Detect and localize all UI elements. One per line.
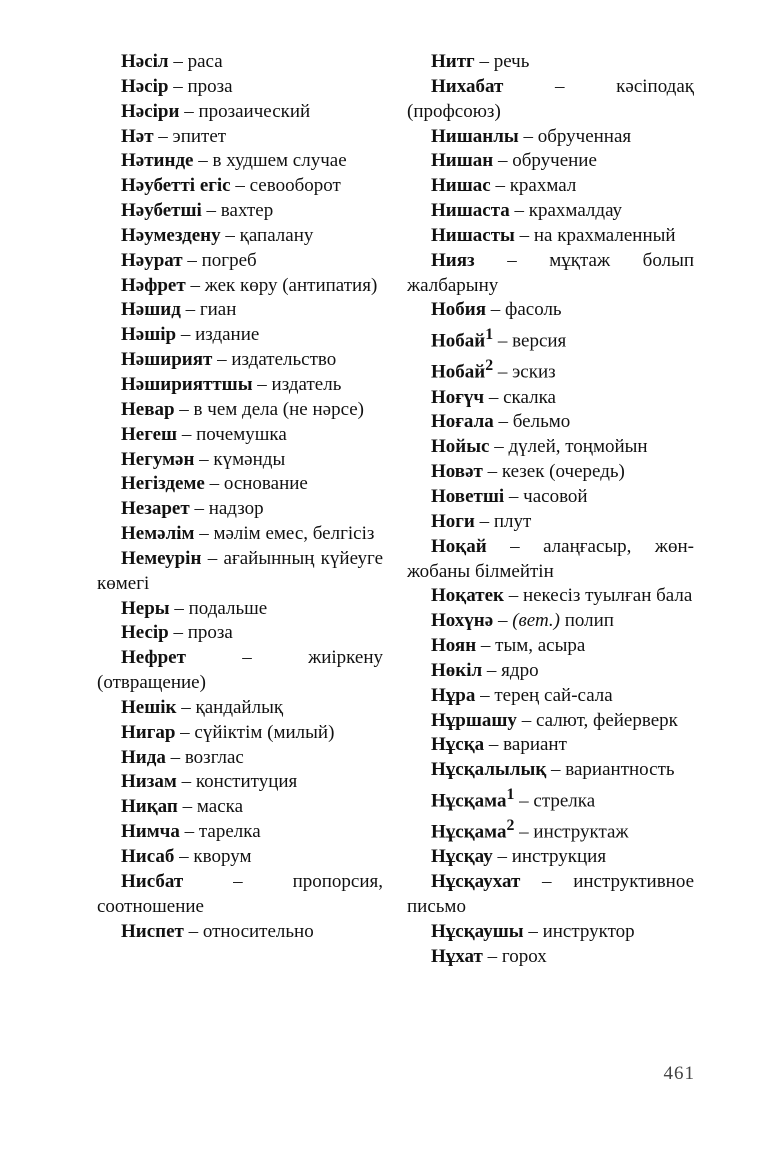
separator-dash: –: [474, 510, 494, 532]
homonym-index: 2: [485, 357, 494, 375]
headword: Нұршашу: [431, 709, 517, 731]
headword: Ноги: [431, 510, 475, 532]
dictionary-entry: [97, 423, 383, 448]
headword: Нәшір: [121, 324, 177, 346]
headword: Нияз: [431, 249, 475, 271]
dictionary-entry: [407, 323, 694, 354]
headword: Нихабат: [431, 75, 504, 97]
definition: фасоль: [505, 299, 562, 321]
dictionary-entry: [407, 709, 694, 734]
dictionary-entry: [407, 870, 694, 920]
definition: проза: [187, 75, 233, 97]
definition: қапалану: [239, 224, 314, 246]
definition: относительно: [202, 920, 314, 942]
headword: Немеурін: [121, 547, 202, 569]
definition: терең сай-сала: [494, 684, 613, 706]
headword: Нәфрет: [121, 274, 186, 296]
separator-dash: –: [493, 411, 513, 433]
dictionary-entry: [97, 100, 383, 125]
dictionary-entry: [407, 634, 694, 659]
dictionary-entry: [97, 696, 383, 721]
definition: сүйіктім (милый): [194, 721, 335, 743]
headword: Нисбат: [121, 870, 184, 892]
headword: Ноғала: [431, 411, 494, 433]
definition: вахтер: [220, 200, 274, 222]
separator-dash: –: [493, 610, 513, 632]
separator-dash: –: [516, 709, 536, 731]
separator-dash: –: [518, 125, 538, 147]
separator-dash: –: [185, 647, 309, 669]
separator-dash: –: [176, 696, 196, 718]
separator-dash: –: [176, 771, 196, 793]
headword: Нәт: [121, 125, 154, 147]
separator-dash: –: [484, 386, 504, 408]
headword: Нөкіл: [431, 659, 483, 681]
headword: Нитг: [431, 51, 475, 72]
headword: Нұхат: [431, 945, 483, 967]
headword: Нобай: [431, 361, 486, 383]
definition: қандайлық: [195, 696, 284, 718]
dictionary-entry: [407, 945, 694, 970]
separator-dash: –: [503, 585, 523, 607]
separator-dash: –: [503, 75, 617, 97]
separator-dash: –: [168, 622, 188, 644]
separator-dash: –: [474, 249, 550, 271]
separator-dash: –: [476, 635, 496, 657]
separator-dash: –: [194, 448, 214, 470]
dictionary-entry: [407, 174, 694, 199]
headword: Неры: [121, 597, 170, 619]
dictionary-entry: [97, 795, 383, 820]
definition: күмәнды: [213, 448, 286, 470]
separator-dash: –: [492, 846, 512, 868]
definition: в худшем случае: [212, 150, 347, 172]
dictionary-entry: [407, 410, 694, 435]
dictionary-entry: [97, 298, 383, 323]
definition: часовой: [523, 486, 588, 507]
definition: конституция: [195, 771, 298, 793]
headword: Нұсқама: [431, 790, 507, 812]
definition: крахмал: [509, 175, 577, 197]
definition: некесіз туылған бала: [522, 585, 693, 607]
definition: погреб: [201, 249, 257, 271]
headword: Нимча: [121, 821, 180, 843]
separator-dash: –: [230, 175, 250, 197]
definition: на крахмаленный: [533, 224, 676, 246]
headword: Нида: [121, 746, 166, 768]
definition: жек көру (антипатия): [204, 274, 378, 296]
separator-dash: –: [493, 150, 513, 172]
dictionary-entry: [407, 758, 694, 783]
headword: Новетші: [431, 486, 505, 507]
headword: Негумән: [121, 448, 195, 470]
separator-dash: –: [482, 461, 502, 483]
separator-dash: –: [180, 299, 200, 321]
dictionary-entry: [407, 609, 694, 634]
dictionary-entry: [407, 684, 694, 709]
dictionary-entry: [407, 249, 694, 299]
definition: кворум: [193, 846, 252, 867]
headword: Нәсіл: [121, 51, 169, 72]
headword: Нишан: [431, 150, 494, 172]
definition: ағайынның күйеуге көмегі: [97, 547, 384, 594]
definition: возглас: [184, 746, 244, 768]
headword: Ноқай: [431, 535, 487, 557]
separator-dash: –: [490, 175, 510, 197]
definition: версия: [512, 330, 567, 352]
separator-dash: –: [183, 870, 293, 892]
definition: стрелка: [533, 790, 596, 812]
headword: Ниқап: [121, 796, 178, 818]
definition: основание: [223, 473, 308, 495]
definition: подальше: [188, 597, 268, 619]
definition: раса: [187, 51, 223, 72]
separator-dash: –: [514, 224, 534, 246]
definition: в чем дела (не нәрсе): [193, 398, 364, 420]
dictionary-entry: [407, 386, 694, 411]
homonym-index: 1: [506, 786, 515, 804]
separator-dash: –: [520, 871, 574, 893]
definition: ядро: [501, 659, 539, 681]
definition: эскиз: [512, 361, 556, 383]
separator-dash: –: [193, 150, 213, 172]
headword: Новәт: [431, 461, 483, 483]
definition: издательство: [231, 349, 337, 371]
left-column: [97, 50, 383, 944]
separator-dash: –: [486, 299, 506, 321]
separator-dash: –: [176, 324, 196, 346]
separator-dash: –: [189, 498, 209, 520]
definition: проза: [187, 622, 233, 644]
dictionary-entry: [97, 274, 383, 299]
headword: Нобия: [431, 299, 487, 321]
separator-dash: –: [212, 349, 232, 371]
separator-dash: –: [475, 684, 495, 706]
separator-dash: –: [165, 746, 185, 768]
dictionary-entry: [97, 149, 383, 174]
dictionary-entry: [97, 621, 383, 646]
definition: алаңғасыр, жөн-жобаны білмейтін: [407, 535, 695, 582]
dictionary-entry: [97, 746, 383, 771]
headword: Нишас: [431, 175, 491, 197]
separator-dash: –: [175, 721, 195, 743]
dictionary-entry: [97, 50, 383, 75]
definition: инструктаж: [533, 821, 629, 843]
dictionary-entry: [97, 547, 383, 597]
separator-dash: –: [204, 473, 224, 495]
dictionary-entry: [407, 435, 694, 460]
dictionary-entry: [407, 845, 694, 870]
headword: Нұсқау: [431, 846, 493, 868]
definition: мәлім емес, белгісіз: [213, 523, 375, 545]
headword: Немәлім: [121, 523, 195, 545]
dictionary-entry: [407, 149, 694, 174]
definition: эпитет: [172, 125, 227, 147]
definition: издание: [195, 324, 260, 346]
definition: почемушка: [196, 423, 287, 445]
headword: Ноқатек: [431, 585, 504, 607]
separator-dash: –: [504, 486, 524, 507]
separator-dash: –: [493, 361, 513, 383]
headword: Нохүнә: [431, 610, 494, 632]
headword: Нойыс: [431, 436, 490, 458]
dictionary-entry: [407, 50, 694, 75]
separator-dash: –: [201, 200, 221, 222]
dictionary-entry: [407, 125, 694, 150]
definition: севооборот: [249, 175, 341, 197]
dictionary-entry: [407, 75, 694, 125]
headword: Нұсқаушы: [431, 921, 524, 942]
definition: тым, асыра: [495, 635, 586, 657]
definition: инструктивное письмо: [407, 871, 694, 918]
headword: Негіздеме: [121, 473, 205, 495]
headword: Нәубетші: [121, 200, 202, 222]
headword: Нисаб: [121, 846, 175, 867]
definition: маска: [196, 796, 244, 818]
dictionary-entry: [407, 298, 694, 323]
headword: Нұсқама: [431, 821, 507, 843]
definition: салют, фейерверк: [535, 709, 678, 731]
definition: обрученная: [537, 125, 632, 147]
separator-dash: –: [182, 249, 202, 271]
separator-dash: –: [177, 423, 197, 445]
separator-dash: –: [168, 75, 188, 97]
definition: тарелка: [198, 821, 261, 843]
dictionary-entry: [407, 199, 694, 224]
headword: Нәшид: [121, 299, 181, 321]
headword: Нәтинде: [121, 150, 194, 172]
separator-dash: –: [220, 224, 240, 246]
dictionary-entry: [97, 597, 383, 622]
dictionary-entry: [97, 448, 383, 473]
dictionary-entry: [97, 870, 383, 920]
homonym-index: 2: [506, 817, 515, 835]
page-number: 461: [663, 1063, 695, 1084]
separator-dash: –: [168, 51, 188, 72]
headword: Нұра: [431, 684, 476, 706]
dictionary-entry: [97, 646, 383, 696]
definition: речь: [493, 51, 530, 72]
separator-dash: –: [153, 125, 173, 147]
headword: Незарет: [121, 498, 190, 520]
dictionary-entry: [97, 348, 383, 373]
definition: бельмо: [512, 411, 571, 433]
separator-dash: –: [179, 100, 199, 122]
separator-dash: –: [523, 921, 543, 942]
definition: плут: [493, 510, 532, 532]
separator-dash: –: [474, 51, 494, 72]
headword: Невар: [121, 398, 175, 420]
dictionary-entry: [407, 584, 694, 609]
dictionary-entry: [407, 659, 694, 684]
definition: издатель: [271, 373, 342, 395]
dictionary-entry: [97, 174, 383, 199]
definition: прозаический: [198, 100, 311, 122]
separator-dash: –: [174, 398, 194, 420]
dictionary-entry: [97, 323, 383, 348]
dictionary-entry: [97, 770, 383, 795]
dictionary-entry: [97, 721, 383, 746]
dictionary-entry: [407, 783, 694, 814]
definition: инструктор: [542, 921, 635, 942]
definition: дүлей, тоңмойын: [508, 436, 648, 458]
separator-dash: –: [546, 759, 566, 781]
dictionary-entry: [407, 814, 694, 845]
right-column: [407, 50, 694, 970]
definition: пропорсия, соотношение: [97, 870, 383, 917]
dictionary-entry: [97, 75, 383, 100]
separator-dash: –: [484, 734, 504, 756]
separator-dash: –: [179, 821, 199, 843]
headword: Нұсқаухат: [431, 871, 521, 893]
definition: жиіркену (отвращение): [97, 647, 383, 694]
separator-dash: –: [482, 659, 502, 681]
separator-dash: –: [509, 200, 529, 222]
separator-dash: –: [201, 547, 224, 569]
homonym-index: 1: [485, 326, 494, 344]
dictionary-entry: [97, 820, 383, 845]
dictionary-entry: [97, 497, 383, 522]
separator-dash: –: [489, 436, 509, 458]
headword: Негеш: [121, 423, 178, 445]
usage-label: (вет.): [512, 610, 560, 632]
dictionary-entry: [407, 354, 694, 385]
headword: Нәсір: [121, 75, 169, 97]
dictionary-entry: [407, 733, 694, 758]
separator-dash: –: [514, 790, 534, 812]
headword: Нәумездену: [121, 224, 221, 246]
headword: Нобай: [431, 330, 486, 352]
separator-dash: –: [486, 535, 544, 557]
definition: инструкция: [511, 846, 607, 868]
separator-dash: –: [194, 523, 214, 545]
definition: скалка: [503, 386, 556, 408]
separator-dash: –: [174, 846, 194, 867]
headword: Нұсқалылық: [431, 759, 547, 781]
dictionary-entry: [97, 224, 383, 249]
headword: Ноян: [431, 635, 477, 657]
dictionary-entry: [97, 249, 383, 274]
dictionary-entry: [407, 510, 694, 535]
definition: гиан: [199, 299, 237, 321]
headword: Нишасты: [431, 224, 515, 246]
dictionary-entry: [407, 920, 694, 945]
separator-dash: –: [514, 821, 534, 843]
headword: Нәубетті егіс: [121, 175, 231, 197]
definition: горох: [501, 945, 547, 967]
dictionary-entry: [97, 373, 383, 398]
dictionary-entry: [97, 920, 383, 945]
separator-dash: –: [177, 796, 197, 818]
headword: Нишаста: [431, 200, 510, 222]
headword: Нәурат: [121, 249, 183, 271]
headword: Ноғүч: [431, 386, 485, 408]
headword: Нәширияттшы: [121, 373, 253, 395]
dictionary-entry: [97, 472, 383, 497]
separator-dash: –: [482, 945, 502, 967]
dictionary-entry: [407, 535, 694, 585]
dictionary-entry: [407, 460, 694, 485]
dictionary-entry: [407, 224, 694, 249]
headword: Нишанлы: [431, 125, 519, 147]
headword: Низам: [121, 771, 177, 793]
dictionary-entry: [97, 398, 383, 423]
separator-dash: –: [185, 274, 205, 296]
headword: Нешік: [121, 696, 177, 718]
definition: кезек (очередь): [501, 461, 625, 483]
separator-dash: –: [493, 330, 513, 352]
dictionary-entry: [97, 522, 383, 547]
definition: надзор: [208, 498, 264, 520]
definition: мұқтаж болып жалбарыну: [407, 249, 695, 296]
headword: Несір: [121, 622, 169, 644]
headword: Нұсқа: [431, 734, 485, 756]
definition: кәсіподақ (профсоюз): [407, 75, 694, 122]
definition: обручение: [512, 150, 597, 172]
headword: Нигар: [121, 721, 176, 743]
headword: Нәсіри: [121, 100, 180, 122]
headword: Ниспет: [121, 920, 184, 942]
dictionary-entry: [97, 845, 383, 870]
definition: крахмалдау: [528, 200, 623, 222]
headword: Нәширият: [121, 349, 213, 371]
separator-dash: –: [183, 920, 203, 942]
dictionary-entry: [407, 485, 694, 510]
dictionary-entry: [97, 199, 383, 224]
separator-dash: –: [252, 373, 272, 395]
definition: вариант: [503, 734, 567, 756]
definition: вариантность: [565, 759, 675, 781]
dictionary-entry: [97, 125, 383, 150]
definition: полип: [559, 610, 614, 632]
separator-dash: –: [169, 597, 189, 619]
headword: Нефрет: [121, 647, 186, 669]
